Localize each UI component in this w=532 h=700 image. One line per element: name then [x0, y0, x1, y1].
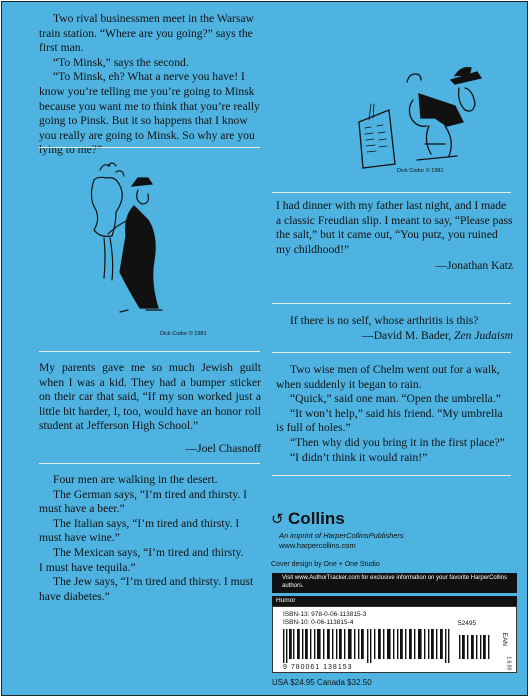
- divider: [39, 463, 260, 464]
- cartoon2-credit: Dick Codor © 1981: [160, 331, 207, 337]
- publisher-imprint: [279, 532, 404, 541]
- author-tracker-text: Visit www.AuthorTracker.com for exclusive information on your favorite HarperCollins authors.: [282, 575, 508, 589]
- isbn-10: ISBN-10: 0-06-113815-4: [283, 619, 354, 626]
- joke-desert-p3: The Italian says, “I’m tired and thirsty. I must have wine.”: [39, 516, 240, 545]
- joke-chelm-p2: “Quick,” said one man. “Open the umbrella.”: [290, 392, 501, 406]
- category-label: Humor: [276, 597, 296, 604]
- price-line: USA $24.95 Canada $32.50: [272, 678, 372, 687]
- joke-zen-book: Zen Judaism: [454, 328, 513, 342]
- joke-zen-text: If there is no self, whose arthritis is this?: [290, 314, 479, 327]
- joke-zen-attribution: [276, 329, 513, 344]
- joke-chelm-p3: “It won’t help,” said his friend. “My umbrella is full of holes.”: [276, 406, 503, 435]
- divider: [39, 147, 260, 148]
- divider: [272, 352, 511, 353]
- cartoon1-credit: Dick Codor © 1981: [397, 168, 444, 174]
- joke-chelm-p4: “Then why did you bring it in the first place?”: [290, 435, 505, 449]
- publisher-logo: [271, 509, 345, 529]
- divider: [272, 475, 511, 476]
- publisher-name: Collins: [288, 509, 345, 528]
- author-tracker-box: [272, 573, 517, 593]
- divider: [272, 192, 511, 193]
- joke-desert-p5: I must have tequila.”: [39, 560, 136, 574]
- cartoon-man-feet-up: [355, 60, 495, 170]
- joke-desert-p1: Four men are walking in the desert.: [53, 473, 218, 486]
- joke-chelm-p1: Two wise men of Chelm went out for a walk, when suddenly it began to rain.: [276, 363, 500, 391]
- isbn-13: ISBN-13: 978-0-06-113815-3: [283, 611, 367, 618]
- barcode-digits: 9 780061 138153: [283, 664, 353, 671]
- imprint-prefix: An imprint of: [279, 531, 322, 540]
- cover-design-credit: Cover design by One + One Studio: [271, 561, 380, 568]
- joke-guilt-text: My parents gave me so much Jewish guilt when I was a kid. They had a bumper sticker on their car that said, “If my son worked just a little bit harder, I, too, would have an honor roll student at Jefferson High School.”: [39, 361, 261, 433]
- ean-label: EAN: [500, 632, 508, 646]
- imprint-name: HarperCollinsPublishers: [323, 531, 404, 540]
- barcode-small-code: 1.6.00: [505, 656, 512, 671]
- publisher-url: www.harpercollins.com: [279, 541, 356, 550]
- joke-warsaw: [39, 12, 262, 158]
- cartoon-man-with-tree: [88, 160, 198, 320]
- barcode-bars: [283, 629, 493, 663]
- joke-warsaw-p3: “To Minsk, eh? What a nerve you have! I know you’re telling me you’re going to Minsk because you want me to think that you’re really going to Pinsk. But it so happens that I know you really are going to Minsk. So why are you lying to me?”: [39, 70, 260, 157]
- joke-warsaw-p1: Two rival businessmen meet in the Warsaw train station. “Where are you going?” says the first man.: [39, 12, 254, 55]
- joke-freudian-slip: [276, 199, 513, 274]
- joke-desert-p6: The Jew says, “I’m tired and thirsty. I must have diabetes.”: [39, 575, 254, 603]
- joke-freudian-attribution: —Jonathan Katz: [435, 259, 513, 273]
- joke-guilt: [39, 361, 261, 457]
- joke-freudian-text: I had dinner with my father last night, and I made a classic Freudian slip. I meant to say, “Please pass the salt,” but it came out, “You putz, you ruined my childhood!”: [276, 199, 513, 256]
- collins-swirl-icon: ↺: [271, 511, 284, 528]
- joke-chelm-p5: “I didn’t think it would rain!”: [290, 450, 428, 464]
- barcode-panel: [272, 606, 517, 673]
- joke-zen-author: —David M. Bader,: [362, 328, 452, 342]
- joke-guilt-attribution: —Joel Chasnoff: [185, 441, 261, 455]
- joke-desert-p4: The Mexican says, “I’m tired and thirsty.: [53, 545, 244, 559]
- joke-zen: [276, 314, 513, 343]
- joke-desert-p2: The German says, “I’m tired and thirsty. I must have a beer.”: [39, 487, 248, 516]
- price-code: 52495: [458, 620, 477, 627]
- category-box: [272, 596, 517, 606]
- joke-warsaw-p2: “To Minsk,” says the second.: [53, 55, 189, 69]
- joke-desert: [39, 473, 259, 604]
- divider: [39, 351, 260, 352]
- joke-chelm: [276, 363, 510, 465]
- divider: [272, 303, 511, 304]
